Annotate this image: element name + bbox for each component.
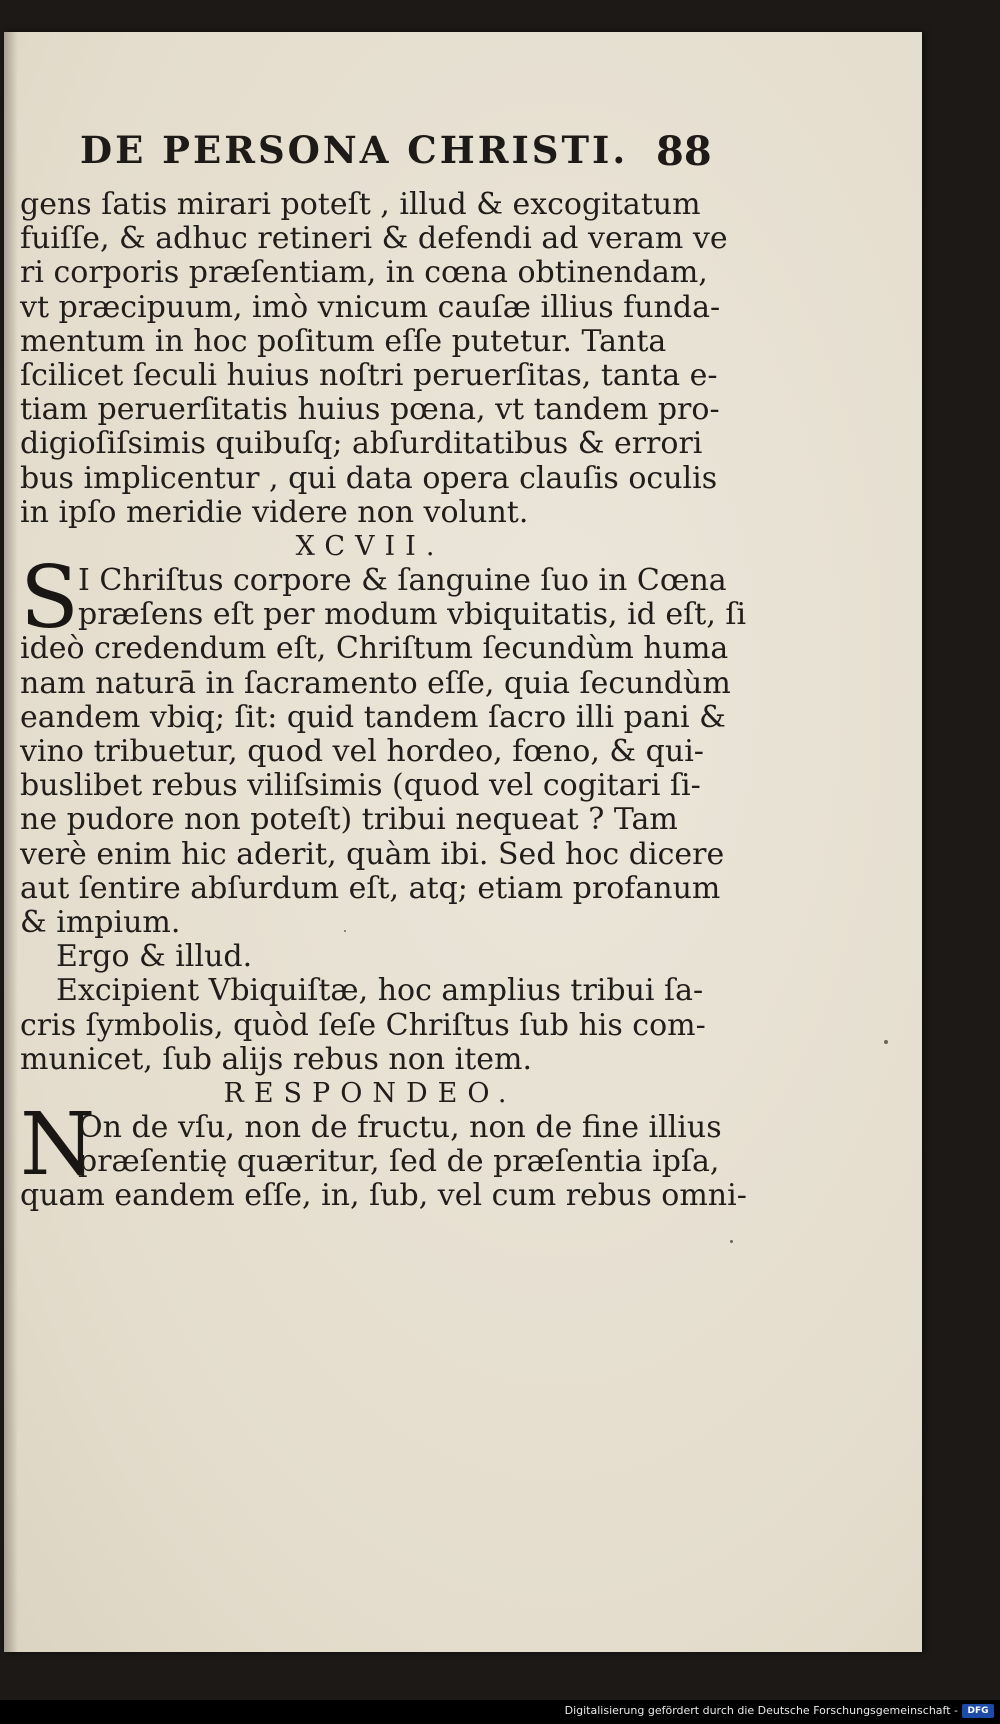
text-line: ſcilicet ſeculi huius noſtri peruerſitas, tanta e- [20, 357, 718, 393]
book-page [4, 32, 922, 1652]
paper-speck [884, 1040, 888, 1044]
text-line: gens ſatis mirari poteſt , illud & excogitatum [20, 187, 701, 222]
text-line: ne pudore non poteſt) tribui nequeat ? Tam [20, 802, 678, 838]
text-line: ri corporis præſentiam, in cœna obtinendam, [20, 255, 708, 291]
text-line: nam naturā in ſacramento eſſe, quia ſecundùm [20, 665, 731, 701]
section-heading-xcvii: XCVII. [295, 530, 445, 562]
text-line: On de vſu, non de fructu, non de fine illius [78, 1110, 722, 1146]
drop-cap-s: S [20, 548, 79, 649]
page-body [20, 187, 747, 1214]
text-line: buslibet rebus viliſsimis (quod vel cogitari ſi- [20, 768, 701, 804]
text-line: & impium. [20, 904, 181, 940]
paragraph-xcvii [20, 548, 747, 940]
text-line: præſentię quæritur, ſed de præſentia ipſa, [78, 1144, 720, 1180]
footer-credit: Digitalisierung gefördert durch die Deutsche Forschungsgemeinschaft - [564, 1704, 958, 1717]
section-heading-respondeo: RESPONDEO. [223, 1077, 517, 1109]
gutter-shadow [4, 32, 18, 1652]
text-line: quam eandem eſſe, in, ſub, vel cum rebus omni- [20, 1178, 747, 1214]
text-line: Excipient Vbiquiſtæ, hoc amplius tribui ſa- [56, 973, 704, 1009]
conclusion-line: Ergo & illud. [56, 939, 253, 975]
text-line: verè enim hic aderit, quàm ibi. Sed hoc dicere [20, 836, 725, 872]
paragraph-respondeo [20, 1095, 747, 1214]
text-line: digioſiſsimis quibuſq; abſurditatibus & errori [20, 426, 703, 462]
text-line: mentum in hoc poſitum eſſe putetur. Tanta [20, 323, 667, 359]
text-line: vino tribuetur, quod vel hordeo, fœno, & qui- [20, 734, 704, 769]
text-line: aut ſentire abſurdum eſt, atq; etiam profanum [20, 870, 721, 906]
objection-paragraph [20, 974, 710, 1077]
text-line: in ipſo meridie videre non volunt. [20, 494, 529, 530]
page-number: 88 [656, 128, 712, 175]
text-line: cris ſymbolis, quòd ſeſe Chriſtus ſub his com- [20, 1007, 706, 1043]
text-line: bus implicentur , qui data opera clauſis oculis [20, 460, 718, 496]
text-line: vt præcipuum, imò vnicum cauſæ illius funda- [20, 289, 721, 325]
text-line: eandem vbiq; ſit: quid tandem ſacro illi pani & [20, 699, 726, 735]
text-line: tiam peruerſitatis huius pœna, vt tandem pro- [20, 392, 720, 428]
paper-speck [730, 1240, 733, 1243]
paragraph-continuation [20, 187, 728, 530]
text-line: ideò credendum eſt, Chriſtum ſecundùm huma [20, 631, 729, 667]
text-line: fuiſſe, & adhuc retineri & defendi ad veram ve [20, 221, 728, 257]
drop-cap-n: N [20, 1095, 96, 1196]
text-line: I Chriſtus corpore & ſanguine ſuo in Cœna [78, 563, 727, 599]
text-line: municet, ſub alijs rebus non item. [20, 1041, 533, 1077]
running-head: DE PERSONA CHRISTI. [80, 128, 629, 172]
text-line: præſens eſt per modum vbiquitatis, id eſt, ſi [78, 597, 747, 633]
paper-speck [344, 930, 346, 932]
dfg-logo: DFG [962, 1704, 994, 1718]
